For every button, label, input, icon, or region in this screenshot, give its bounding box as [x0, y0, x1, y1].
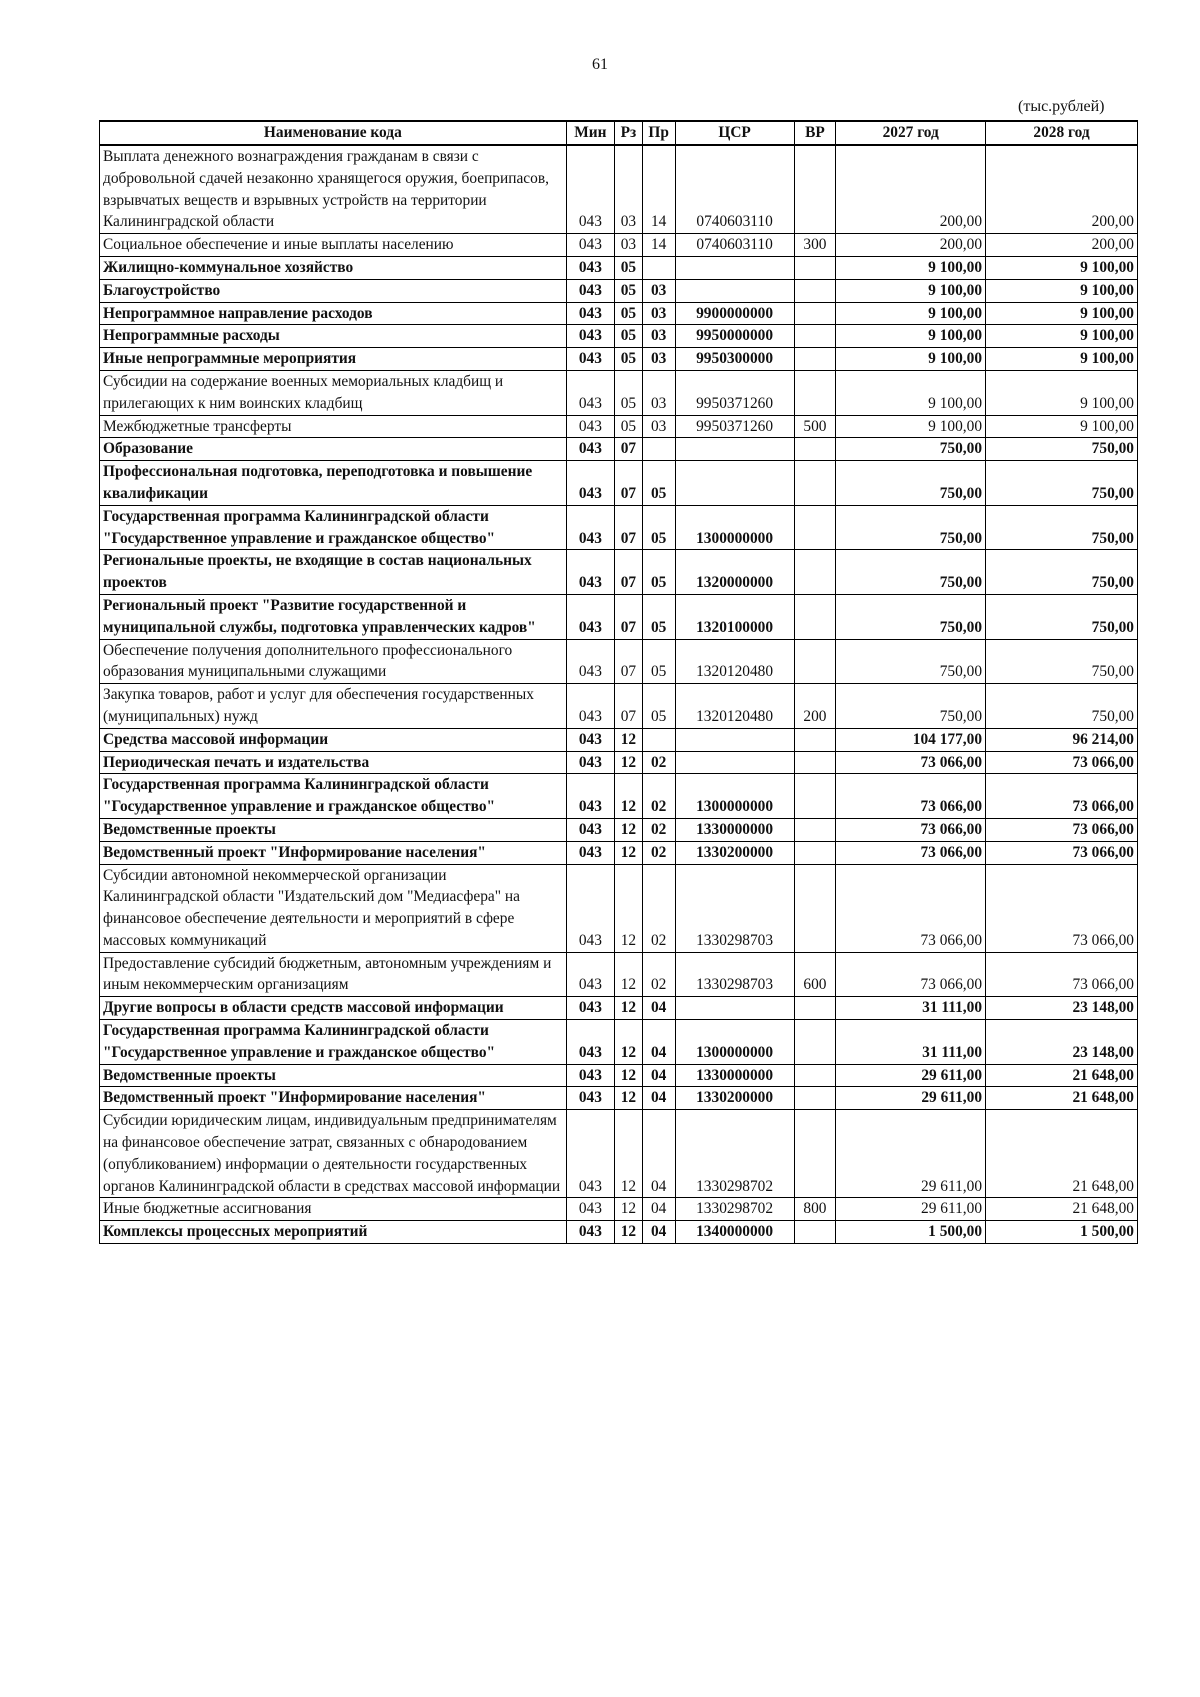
cell-rz: 07 [615, 461, 643, 506]
cell-2027: 9 100,00 [836, 302, 986, 325]
cell-rz: 03 [615, 145, 643, 234]
cell-name: Иные бюджетные ассигнования [100, 1198, 567, 1221]
cell-2028: 21 648,00 [986, 1064, 1138, 1087]
table-row [100, 751, 1138, 774]
table-header-row [100, 121, 1138, 145]
cell-min: 043 [566, 1087, 614, 1110]
cell-pr: 03 [642, 415, 675, 438]
cell-2027: 73 066,00 [836, 952, 986, 997]
units-label: (тыс.рублей) [1018, 98, 1105, 115]
table-row [100, 302, 1138, 325]
cell-pr: 05 [642, 550, 675, 595]
cell-min: 043 [566, 1064, 614, 1087]
header-csr: ЦСР [675, 121, 794, 145]
table-row [100, 1064, 1138, 1087]
cell-vr [794, 841, 836, 864]
cell-2027: 750,00 [836, 684, 986, 729]
cell-name: Комплексы процессных мероприятий [100, 1221, 567, 1244]
cell-vr [794, 1020, 836, 1065]
cell-min: 043 [566, 818, 614, 841]
cell-min: 043 [566, 1198, 614, 1221]
table-row [100, 1221, 1138, 1244]
cell-name: Жилищно-коммунальное хозяйство [100, 256, 567, 279]
cell-vr [794, 594, 836, 639]
cell-csr [675, 728, 794, 751]
table-row [100, 952, 1138, 997]
cell-2027: 31 111,00 [836, 1020, 986, 1065]
cell-csr: 1300000000 [675, 1020, 794, 1065]
cell-rz: 12 [615, 952, 643, 997]
cell-vr [794, 348, 836, 371]
cell-rz: 12 [615, 864, 643, 952]
cell-2027: 750,00 [836, 550, 986, 595]
cell-rz: 03 [615, 234, 643, 257]
cell-min: 043 [566, 505, 614, 550]
cell-2028: 9 100,00 [986, 325, 1138, 348]
cell-csr [675, 751, 794, 774]
header-name: Наименование кода [100, 121, 567, 145]
cell-name: Образование [100, 438, 567, 461]
cell-rz: 12 [615, 1221, 643, 1244]
cell-name: Благоустройство [100, 279, 567, 302]
cell-min: 043 [566, 594, 614, 639]
cell-vr [794, 279, 836, 302]
cell-2028: 21 648,00 [986, 1087, 1138, 1110]
cell-csr: 0740603110 [675, 234, 794, 257]
cell-csr [675, 256, 794, 279]
cell-csr [675, 997, 794, 1020]
cell-2027: 73 066,00 [836, 751, 986, 774]
cell-rz: 12 [615, 1020, 643, 1065]
cell-rz: 07 [615, 505, 643, 550]
cell-name: Средства массовой информации [100, 728, 567, 751]
cell-min: 043 [566, 461, 614, 506]
table-row [100, 256, 1138, 279]
cell-2028: 73 066,00 [986, 952, 1138, 997]
cell-min: 043 [566, 256, 614, 279]
cell-rz: 12 [615, 997, 643, 1020]
cell-2028: 1 500,00 [986, 1221, 1138, 1244]
cell-csr: 0740603110 [675, 145, 794, 234]
cell-2027: 31 111,00 [836, 997, 986, 1020]
cell-min: 043 [566, 684, 614, 729]
cell-2028: 750,00 [986, 639, 1138, 684]
cell-rz: 07 [615, 684, 643, 729]
cell-2027: 29 611,00 [836, 1064, 986, 1087]
cell-pr [642, 728, 675, 751]
budget-table [99, 120, 1138, 1244]
table-row [100, 818, 1138, 841]
cell-name: Государственная программа Калининградской области "Государственное управление и гражданское общество" [100, 1020, 567, 1065]
cell-min: 043 [566, 348, 614, 371]
cell-vr [794, 751, 836, 774]
cell-csr: 1340000000 [675, 1221, 794, 1244]
cell-2027: 1 500,00 [836, 1221, 986, 1244]
cell-csr [675, 461, 794, 506]
cell-2027: 9 100,00 [836, 325, 986, 348]
cell-min: 043 [566, 415, 614, 438]
cell-rz: 07 [615, 639, 643, 684]
cell-2028: 9 100,00 [986, 256, 1138, 279]
cell-2027: 104 177,00 [836, 728, 986, 751]
cell-csr: 1330200000 [675, 1087, 794, 1110]
cell-pr: 02 [642, 751, 675, 774]
cell-2027: 750,00 [836, 639, 986, 684]
cell-2027: 750,00 [836, 461, 986, 506]
cell-2028: 750,00 [986, 550, 1138, 595]
table-row [100, 505, 1138, 550]
cell-min: 043 [566, 1020, 614, 1065]
cell-2027: 750,00 [836, 594, 986, 639]
cell-rz: 05 [615, 279, 643, 302]
table-row [100, 348, 1138, 371]
cell-pr: 03 [642, 325, 675, 348]
table-row [100, 997, 1138, 1020]
cell-csr: 1330298702 [675, 1110, 794, 1198]
cell-vr [794, 997, 836, 1020]
cell-pr: 03 [642, 348, 675, 371]
cell-pr [642, 438, 675, 461]
header-vr: ВР [794, 121, 836, 145]
cell-rz: 05 [615, 256, 643, 279]
cell-name: Профессиональная подготовка, переподготовка и повышение квалификации [100, 461, 567, 506]
cell-pr: 02 [642, 774, 675, 819]
cell-rz: 05 [615, 325, 643, 348]
cell-vr [794, 818, 836, 841]
cell-rz: 05 [615, 415, 643, 438]
cell-name: Непрограммные расходы [100, 325, 567, 348]
cell-csr: 1330200000 [675, 841, 794, 864]
cell-2028: 73 066,00 [986, 818, 1138, 841]
cell-csr: 1330000000 [675, 1064, 794, 1087]
cell-min: 043 [566, 952, 614, 997]
cell-csr: 1330298702 [675, 1198, 794, 1221]
cell-name: Ведомственный проект "Информирование населения" [100, 1087, 567, 1110]
cell-pr: 04 [642, 1198, 675, 1221]
cell-vr: 300 [794, 234, 836, 257]
cell-rz: 05 [615, 370, 643, 415]
table-row [100, 461, 1138, 506]
cell-min: 043 [566, 1110, 614, 1198]
cell-csr: 1320120480 [675, 684, 794, 729]
cell-min: 043 [566, 864, 614, 952]
cell-rz: 12 [615, 774, 643, 819]
header-2028: 2028 год [986, 121, 1138, 145]
cell-pr: 03 [642, 279, 675, 302]
cell-csr: 1320120480 [675, 639, 794, 684]
cell-vr [794, 1221, 836, 1244]
cell-min: 043 [566, 728, 614, 751]
cell-name: Межбюджетные трансферты [100, 415, 567, 438]
cell-min: 043 [566, 279, 614, 302]
cell-pr: 02 [642, 841, 675, 864]
table-row [100, 550, 1138, 595]
cell-name: Субсидии автономной некоммерческой организации Калининградской области "Издательский дом "Медиасфера" на финансовое обеспечение деятельности и мероприятий в сфере массовых коммуникаций [100, 864, 567, 952]
cell-pr: 02 [642, 864, 675, 952]
cell-name: Непрограммное направление расходов [100, 302, 567, 325]
cell-name: Ведомственные проекты [100, 1064, 567, 1087]
cell-csr: 1330298703 [675, 952, 794, 997]
cell-csr: 9900000000 [675, 302, 794, 325]
cell-name: Обеспечение получения дополнительного профессионального образования муниципальными служащими [100, 639, 567, 684]
table-row [100, 594, 1138, 639]
cell-pr: 04 [642, 1020, 675, 1065]
cell-name: Ведомственные проекты [100, 818, 567, 841]
cell-name: Ведомственный проект "Информирование населения" [100, 841, 567, 864]
cell-2027: 750,00 [836, 505, 986, 550]
cell-2027: 73 066,00 [836, 774, 986, 819]
cell-name: Субсидии на содержание военных мемориальных кладбищ и прилегающих к ним воинских кладбищ [100, 370, 567, 415]
cell-2028: 21 648,00 [986, 1198, 1138, 1221]
cell-rz: 12 [615, 1064, 643, 1087]
header-min: Мин [566, 121, 614, 145]
cell-2028: 750,00 [986, 505, 1138, 550]
cell-2028: 9 100,00 [986, 348, 1138, 371]
table-body [100, 145, 1138, 1244]
cell-2028: 750,00 [986, 461, 1138, 506]
table-row [100, 1198, 1138, 1221]
table-row [100, 370, 1138, 415]
header-pr: Пр [642, 121, 675, 145]
table-row [100, 145, 1138, 234]
cell-2028: 9 100,00 [986, 370, 1138, 415]
cell-csr [675, 279, 794, 302]
cell-name: Региональные проекты, не входящие в состав национальных проектов [100, 550, 567, 595]
cell-name: Закупка товаров, работ и услуг для обеспечения государственных (муниципальных) нужд [100, 684, 567, 729]
cell-csr: 1330000000 [675, 818, 794, 841]
cell-2028: 73 066,00 [986, 864, 1138, 952]
cell-2027: 9 100,00 [836, 415, 986, 438]
cell-2028: 73 066,00 [986, 751, 1138, 774]
cell-2028: 200,00 [986, 145, 1138, 234]
cell-vr [794, 325, 836, 348]
cell-name: Социальное обеспечение и иные выплаты населению [100, 234, 567, 257]
cell-2028: 750,00 [986, 438, 1138, 461]
cell-vr [794, 461, 836, 506]
cell-csr: 1300000000 [675, 505, 794, 550]
cell-vr [794, 1110, 836, 1198]
cell-csr: 1330298703 [675, 864, 794, 952]
cell-name: Другие вопросы в области средств массовой информации [100, 997, 567, 1020]
cell-csr: 9950000000 [675, 325, 794, 348]
table-row [100, 864, 1138, 952]
table-row [100, 234, 1138, 257]
table-row [100, 774, 1138, 819]
cell-pr: 04 [642, 1110, 675, 1198]
cell-pr: 14 [642, 234, 675, 257]
cell-vr: 600 [794, 952, 836, 997]
cell-rz: 12 [615, 818, 643, 841]
cell-vr [794, 550, 836, 595]
cell-rz: 07 [615, 594, 643, 639]
cell-min: 043 [566, 325, 614, 348]
cell-name: Предоставление субсидий бюджетным, автономным учреждениям и иным некоммерческим организациям [100, 952, 567, 997]
cell-csr [675, 438, 794, 461]
cell-pr: 05 [642, 639, 675, 684]
cell-min: 043 [566, 302, 614, 325]
cell-rz: 05 [615, 348, 643, 371]
cell-2028: 23 148,00 [986, 1020, 1138, 1065]
cell-pr: 02 [642, 818, 675, 841]
cell-min: 043 [566, 751, 614, 774]
cell-pr [642, 256, 675, 279]
table-row [100, 438, 1138, 461]
cell-2028: 9 100,00 [986, 279, 1138, 302]
cell-2027: 73 066,00 [836, 864, 986, 952]
cell-pr: 03 [642, 302, 675, 325]
cell-2027: 29 611,00 [836, 1198, 986, 1221]
cell-rz: 12 [615, 751, 643, 774]
page-number: 61 [592, 56, 608, 73]
cell-2028: 750,00 [986, 684, 1138, 729]
cell-rz: 12 [615, 1198, 643, 1221]
cell-2027: 200,00 [836, 145, 986, 234]
cell-vr [794, 639, 836, 684]
cell-csr: 1320000000 [675, 550, 794, 595]
cell-2028: 96 214,00 [986, 728, 1138, 751]
cell-min: 043 [566, 438, 614, 461]
cell-rz: 12 [615, 841, 643, 864]
cell-vr [794, 774, 836, 819]
cell-csr: 9950371260 [675, 370, 794, 415]
cell-vr [794, 1064, 836, 1087]
table-row [100, 1020, 1138, 1065]
cell-rz: 07 [615, 438, 643, 461]
cell-2027: 9 100,00 [836, 279, 986, 302]
cell-vr [794, 438, 836, 461]
cell-min: 043 [566, 841, 614, 864]
cell-rz: 12 [615, 1110, 643, 1198]
cell-2027: 29 611,00 [836, 1087, 986, 1110]
cell-pr: 05 [642, 461, 675, 506]
cell-min: 043 [566, 639, 614, 684]
cell-rz: 12 [615, 1087, 643, 1110]
cell-min: 043 [566, 145, 614, 234]
cell-rz: 12 [615, 728, 643, 751]
cell-vr [794, 728, 836, 751]
cell-pr: 03 [642, 370, 675, 415]
table-row [100, 1087, 1138, 1110]
table-row [100, 684, 1138, 729]
cell-pr: 04 [642, 1221, 675, 1244]
cell-2027: 9 100,00 [836, 256, 986, 279]
cell-pr: 05 [642, 505, 675, 550]
cell-vr [794, 302, 836, 325]
cell-2028: 73 066,00 [986, 841, 1138, 864]
table-row [100, 415, 1138, 438]
cell-min: 043 [566, 997, 614, 1020]
cell-2028: 23 148,00 [986, 997, 1138, 1020]
cell-name: Региональный проект "Развитие государственной и муниципальной службы, подготовка управленческих кадров" [100, 594, 567, 639]
cell-pr: 04 [642, 1064, 675, 1087]
cell-csr: 9950300000 [675, 348, 794, 371]
cell-2027: 9 100,00 [836, 370, 986, 415]
cell-vr [794, 145, 836, 234]
table-row [100, 639, 1138, 684]
cell-csr: 9950371260 [675, 415, 794, 438]
cell-pr: 02 [642, 952, 675, 997]
cell-min: 043 [566, 1221, 614, 1244]
table-row [100, 1110, 1138, 1198]
cell-2028: 750,00 [986, 594, 1138, 639]
header-rz: Рз [615, 121, 643, 145]
cell-vr [794, 864, 836, 952]
cell-vr [794, 370, 836, 415]
table-row [100, 325, 1138, 348]
cell-pr: 05 [642, 684, 675, 729]
cell-2027: 29 611,00 [836, 1110, 986, 1198]
cell-2028: 200,00 [986, 234, 1138, 257]
cell-name: Государственная программа Калининградской области "Государственное управление и гражданское общество" [100, 505, 567, 550]
cell-min: 043 [566, 774, 614, 819]
cell-2027: 73 066,00 [836, 818, 986, 841]
cell-pr: 04 [642, 997, 675, 1020]
cell-pr: 14 [642, 145, 675, 234]
cell-vr: 800 [794, 1198, 836, 1221]
cell-name: Иные непрограммные мероприятия [100, 348, 567, 371]
cell-2027: 750,00 [836, 438, 986, 461]
cell-vr [794, 256, 836, 279]
cell-csr: 1320100000 [675, 594, 794, 639]
cell-rz: 07 [615, 550, 643, 595]
cell-csr: 1300000000 [675, 774, 794, 819]
cell-vr [794, 505, 836, 550]
table-row [100, 279, 1138, 302]
cell-pr: 05 [642, 594, 675, 639]
cell-2027: 200,00 [836, 234, 986, 257]
cell-2028: 9 100,00 [986, 415, 1138, 438]
cell-vr [794, 1087, 836, 1110]
cell-vr: 500 [794, 415, 836, 438]
cell-2028: 21 648,00 [986, 1110, 1138, 1198]
cell-name: Субсидии юридическим лицам, индивидуальным предпринимателям на финансовое обеспечение затрат, связанных с обнародованием (опубликованием) информации о деятельности государственных органов Калининградской области в средствах массовой информации [100, 1110, 567, 1198]
cell-pr: 04 [642, 1087, 675, 1110]
cell-min: 043 [566, 370, 614, 415]
cell-2027: 9 100,00 [836, 348, 986, 371]
table-row [100, 841, 1138, 864]
cell-name: Периодическая печать и издательства [100, 751, 567, 774]
cell-vr: 200 [794, 684, 836, 729]
cell-name: Государственная программа Калининградской области "Государственное управление и гражданское общество" [100, 774, 567, 819]
cell-2027: 73 066,00 [836, 841, 986, 864]
cell-name: Выплата денежного вознаграждения гражданам в связи с добровольной сдачей незаконно хранящегося оружия, боеприпасов, взрывчатых веществ и взрывных устройств на территории Калининградской области [100, 145, 567, 234]
cell-min: 043 [566, 550, 614, 595]
cell-rz: 05 [615, 302, 643, 325]
header-2027: 2027 год [836, 121, 986, 145]
table-row [100, 728, 1138, 751]
cell-2028: 73 066,00 [986, 774, 1138, 819]
cell-2028: 9 100,00 [986, 302, 1138, 325]
cell-min: 043 [566, 234, 614, 257]
